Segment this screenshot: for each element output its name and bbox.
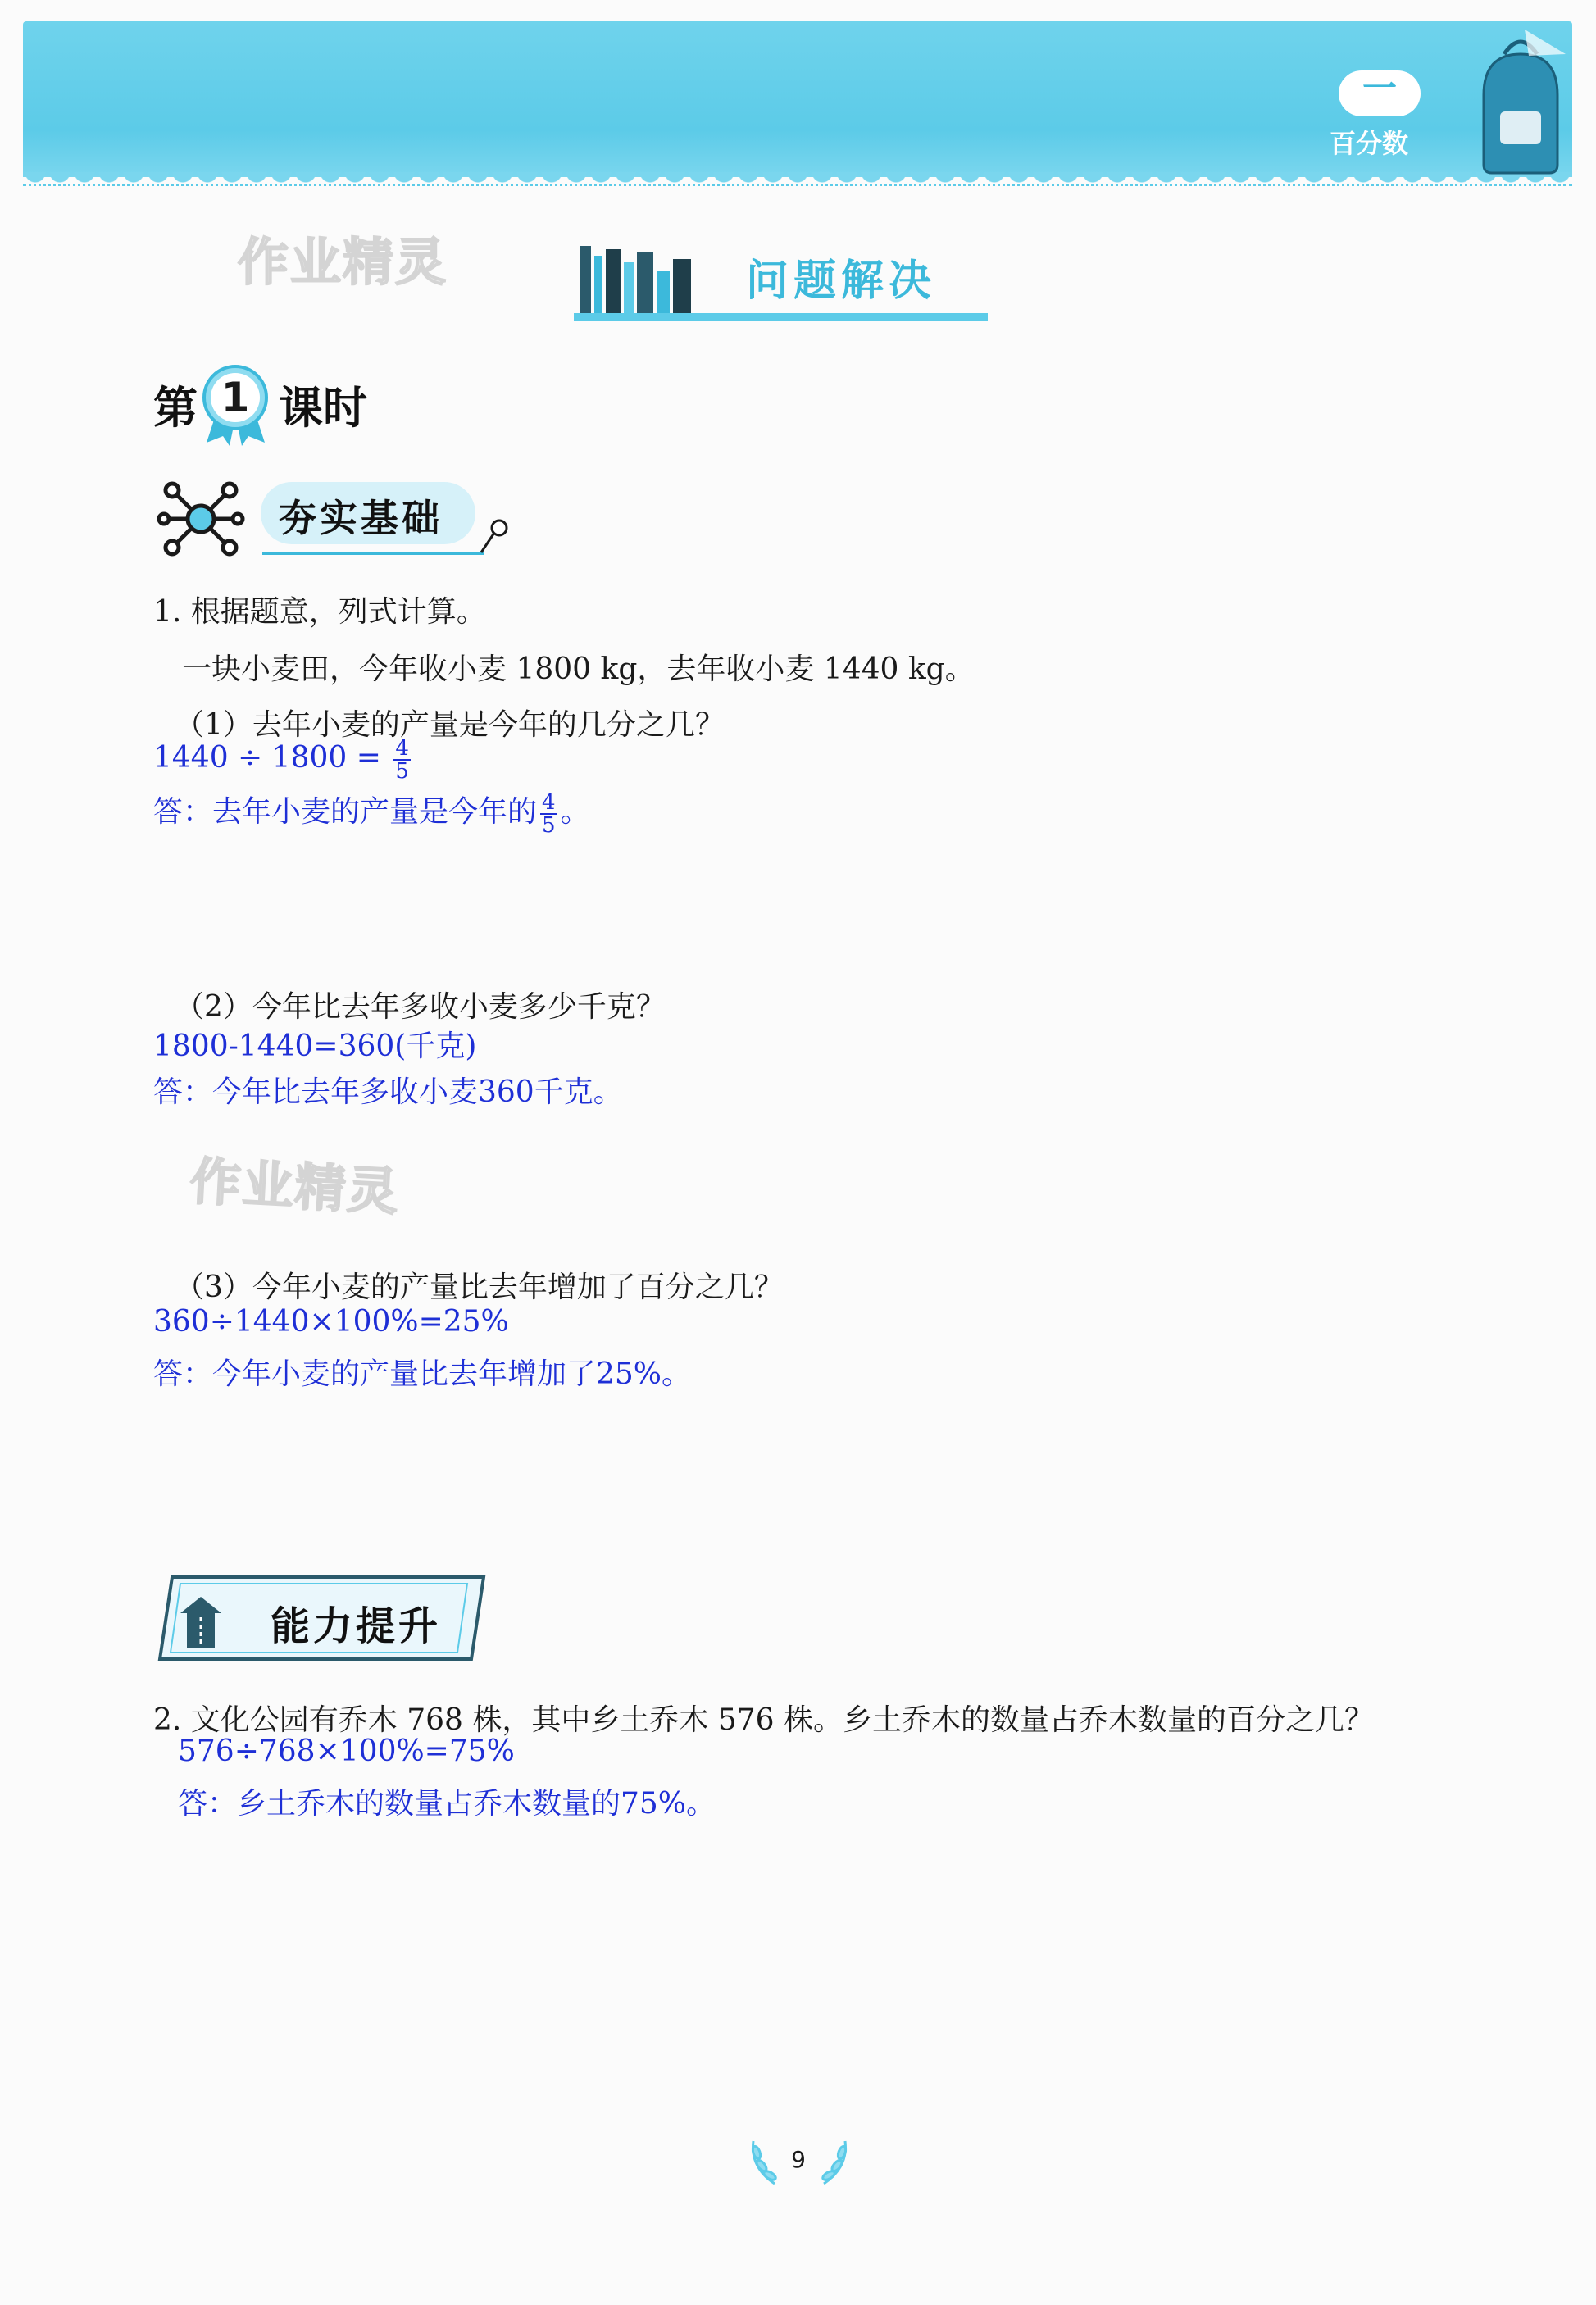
q2-answer-expr: 576÷768×100%=75% (178, 1734, 515, 1768)
lesson-title-suffix: 课时 (279, 382, 367, 434)
q1-part1-answer-text: 答：去年小麦的产量是今年的 $\frac{4}{5}$ 。 (153, 790, 590, 838)
q1-part3-answer-expr: 360÷1440×100%=25% (153, 1305, 509, 1339)
watermark: 作业精灵 (238, 232, 448, 292)
section-banner-line (574, 313, 988, 321)
q1-part2-answer-expr: 1800-1440=360(千克) (153, 1030, 477, 1063)
lesson-title-prefix: 第 (153, 382, 198, 434)
page-number: 9 (791, 2146, 806, 2173)
chapter-title: 百分数 (1329, 128, 1408, 159)
watermark: 作业精灵 (189, 1151, 402, 1222)
fraction: $\frac{4}{5}$ (542, 790, 556, 838)
ability-title: 能力提升 (271, 1603, 442, 1649)
section-title: 问题解决 (746, 257, 937, 306)
basics-title: 夯实基础 (279, 496, 443, 540)
q1-part3-question: （3）今年小麦的产量比去年增加了百分之几？ (175, 1271, 784, 1304)
lace-divider (23, 184, 1572, 186)
q1-part1-answer-expr: 1440 ÷ 1800 = $\frac{4}{5}$ (153, 736, 409, 784)
q1-part2-question: （2）今年比去年多收小麦多少千克？ (175, 990, 666, 1024)
chapter-number: 一 (1362, 68, 1397, 108)
network-icon (156, 474, 246, 564)
q1-part3-answer-text: 答：今年小麦的产量比去年增加了25%。 (153, 1357, 692, 1391)
q1-context: 一块小麦田，今年收小麦 1800 kg，去年收小麦 1440 kg。 (182, 652, 975, 686)
lace-border (23, 172, 1572, 190)
q1-part2-answer-text: 答：今年比去年多收小麦360千克。 (153, 1075, 623, 1109)
q1-title: 1. 根据题意，列式计算。 (153, 595, 486, 629)
basics-underline (262, 552, 484, 555)
backpack-icon (1467, 21, 1574, 177)
q2-question: 2. 文化公园有乔木 768 株，其中乡土乔木 576 株。乡土乔木的数量占乔木数量的百分之几？ (153, 1703, 1374, 1737)
fraction: $\frac{4}{5}$ (395, 736, 409, 784)
q1-part1-question: （1）去年小麦的产量是今年的几分之几？ (175, 708, 725, 742)
books-icon (578, 238, 697, 321)
q2-answer-text: 答：乡土乔木的数量占乔木数量的75%。 (178, 1787, 716, 1821)
lesson-number: 1 (221, 374, 250, 421)
connector-dot-icon (480, 516, 509, 554)
